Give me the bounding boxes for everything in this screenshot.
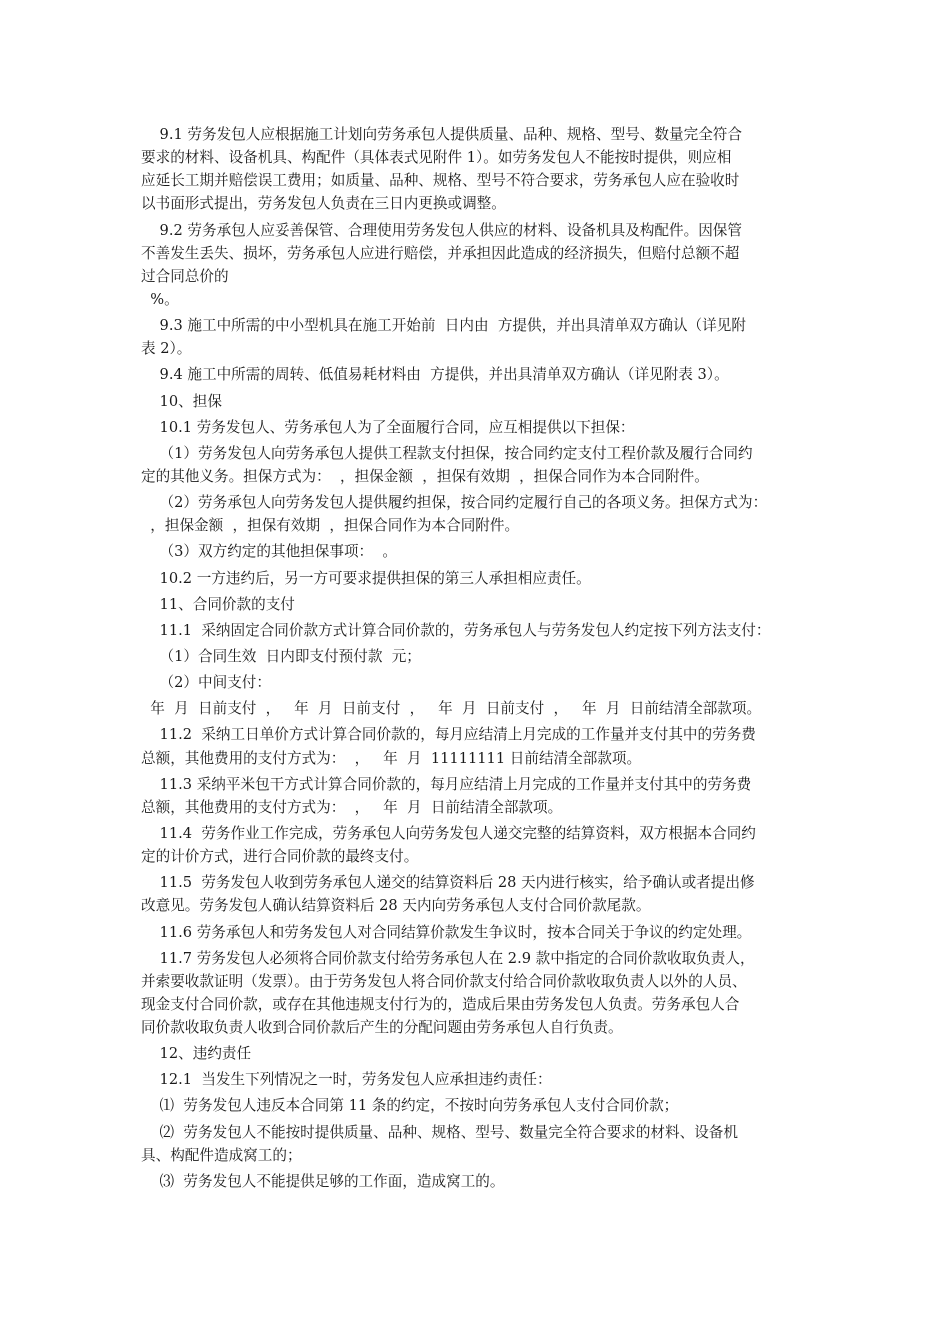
text-line: 应延长工期并赔偿误工费用；如质量、品种、规格、型号不符合要求，劳务承包人应在验收时 (141, 172, 740, 190)
text-line: 10、担保 (141, 392, 222, 410)
text-line: 表 2）。 (141, 340, 192, 358)
paragraph (141, 416, 817, 439)
text-line: 要求的材料、设备机具、构配件（具体表式见附件 1）。如劳务发包人不能按时提供，则应相 (141, 149, 732, 167)
paragraph (141, 773, 817, 819)
text-line: 9.4 施工中所需的周转、低值易耗材料由 方提供，并出具清单双方确认（详见附表 3）。 (141, 366, 729, 384)
text-line: 同价款收取负责人收到合同价款后产生的分配问题由劳务承包人自行负责。 (141, 1019, 623, 1037)
text-line: 11.7 劳务发包人必须将合同价款支付给劳务承包人在 2.9 款中指定的合同价款收取负责人， (141, 949, 755, 967)
paragraph (141, 697, 817, 720)
text-line: 11.2 采纳工日单价方式计算合同价款的，每月应结清上月完成的工作量并支付其中的劳务费 (141, 726, 756, 744)
text-line: 总额，其他费用的支付方式为： ， 年 月 11111111 日前结清全部款项。 (141, 749, 642, 767)
text-line: 10.2 一方违约后，另一方可要求提供担保的第三人承担相应责任。 (141, 569, 591, 587)
paragraph (141, 671, 817, 694)
paragraph (141, 540, 817, 563)
text-line: 定的计价方式，进行合同价款的最终支付。 (141, 848, 419, 866)
paragraph-gap (141, 1193, 817, 1196)
paragraph (141, 363, 817, 386)
text-line: 以书面形式提出，劳务发包人负责在三日内更换或调整。 (141, 195, 506, 213)
text-line: 9.2 劳务承包人应妥善保管、合理使用劳务发包人供应的材料、设备机具及构配件。因保管 (141, 221, 742, 239)
paragraph (141, 947, 817, 1040)
paragraph (141, 1121, 817, 1167)
text-line: %。 (141, 290, 179, 308)
text-line: ⑶ 劳务发包人不能提供足够的工作面，造成窝工的。 (141, 1172, 505, 1190)
paragraph (141, 1068, 817, 1091)
paragraph (141, 921, 817, 944)
text-line: （3）双方约定的其他担保事项： 。 (141, 543, 398, 561)
paragraph (141, 619, 817, 642)
text-line: 11、合同价款的支付 (141, 595, 295, 613)
text-line: ⑴ 劳务发包人违反本合同第 11 条的约定，不按时向劳务承包人支付合同价款； (141, 1097, 679, 1115)
paragraph (141, 491, 817, 537)
text-line: 10.1 劳务发包人、劳务承包人为了全面履行合同，应互相提供以下担保： (141, 418, 635, 436)
text-line: 11.4 劳务作业工作完成，劳务承包人向劳务发包人递交完整的结算资料，双方根据本合同约 (141, 824, 756, 842)
text-line: 总额，其他费用的支付方式为： ， 年 月 日前结清全部款项。 (141, 798, 563, 816)
text-line: 不善发生丢失、损坏，劳务承包人应进行赔偿，并承担因此造成的经济损失，但赔付总额不超 (141, 244, 740, 262)
paragraph (141, 1094, 817, 1117)
text-line: 11.3 采纳平米包干方式计算合同价款的，每月应结清上月完成的工作量并支付其中的劳务费 (141, 775, 752, 793)
paragraph (141, 314, 817, 360)
document-page (141, 123, 817, 1196)
paragraph (141, 567, 817, 590)
text-line: （2）中间支付： (141, 674, 271, 692)
text-line: 12、违约责任 (141, 1045, 252, 1063)
text-line: 改意见。劳务发包人确认结算资料后 28 天内向劳务承包人支付合同价款尾款。 (141, 897, 651, 915)
paragraph (141, 871, 817, 917)
text-line: （2）劳务承包人向劳务发包人提供履约担保，按合同约定履行自己的各项义务。担保方式为： (141, 494, 768, 512)
text-line: 12.1 当发生下列情况之一时，劳务发包人应承担违约责任： (141, 1071, 552, 1089)
text-line: 9.1 劳务发包人应根据施工计划向劳务承包人提供质量、品种、规格、型号、数量完全符合 (141, 126, 742, 143)
paragraph (141, 645, 817, 668)
text-line: 年 月 日前支付 ， 年 月 日前支付 ， 年 月 日前支付 ， 年 月 日前结清全部款项。 (141, 700, 762, 718)
paragraph (141, 1170, 817, 1193)
paragraph (141, 219, 817, 312)
paragraph (141, 390, 817, 413)
paragraph (141, 593, 817, 616)
paragraph (141, 822, 817, 868)
text-line: 具、构配件造成窝工的； (141, 1146, 302, 1164)
text-line: ⑵ 劳务发包人不能按时提供质量、品种、规格、型号、数量完全符合要求的材料、设备机 (141, 1123, 738, 1141)
text-line: 11.5 劳务发包人收到劳务承包人递交的结算资料后 28 天内进行核实，给予确认或者提出修 (141, 874, 755, 892)
text-line: 现金支付合同价款，或存在其他违规支付行为的，造成后果由劳务发包人负责。劳务承包人合 (141, 995, 740, 1013)
paragraph (141, 123, 817, 216)
paragraph (141, 723, 817, 769)
paragraph (141, 442, 817, 488)
text-line: 9.3 施工中所需的中小型机具在施工开始前 日内由 方提供，并出具清单双方确认（详见附 (141, 317, 746, 335)
text-line: 11.1 采纳固定合同价款方式计算合同价款的，劳务承包人与劳务发包人约定按下列方法支付： (141, 621, 771, 639)
text-line: （1）劳务发包人向劳务承包人提供工程款支付担保，按合同约定支付工程价款及履行合同约 (141, 444, 753, 462)
paragraph (141, 1042, 817, 1065)
text-line: 定的其他义务。担保方式为： ，担保金额 ，担保有效期 ，担保合同作为本合同附件。 (141, 467, 709, 485)
text-line: （1）合同生效 日内即支付预付款 元； (141, 647, 421, 665)
text-line: 过合同总价的 (141, 267, 229, 285)
text-line: 并索要收款证明（发票）。由于劳务发包人将合同价款支付给合同价款收取负责人以外的人员、 (141, 972, 747, 990)
text-line: ，担保金额 ，担保有效期 ，担保合同作为本合同附件。 (141, 517, 520, 535)
text-line: 11.6 劳务承包人和劳务发包人对合同结算价款发生争议时，按本合同关于争议的约定处理。 (141, 923, 752, 941)
